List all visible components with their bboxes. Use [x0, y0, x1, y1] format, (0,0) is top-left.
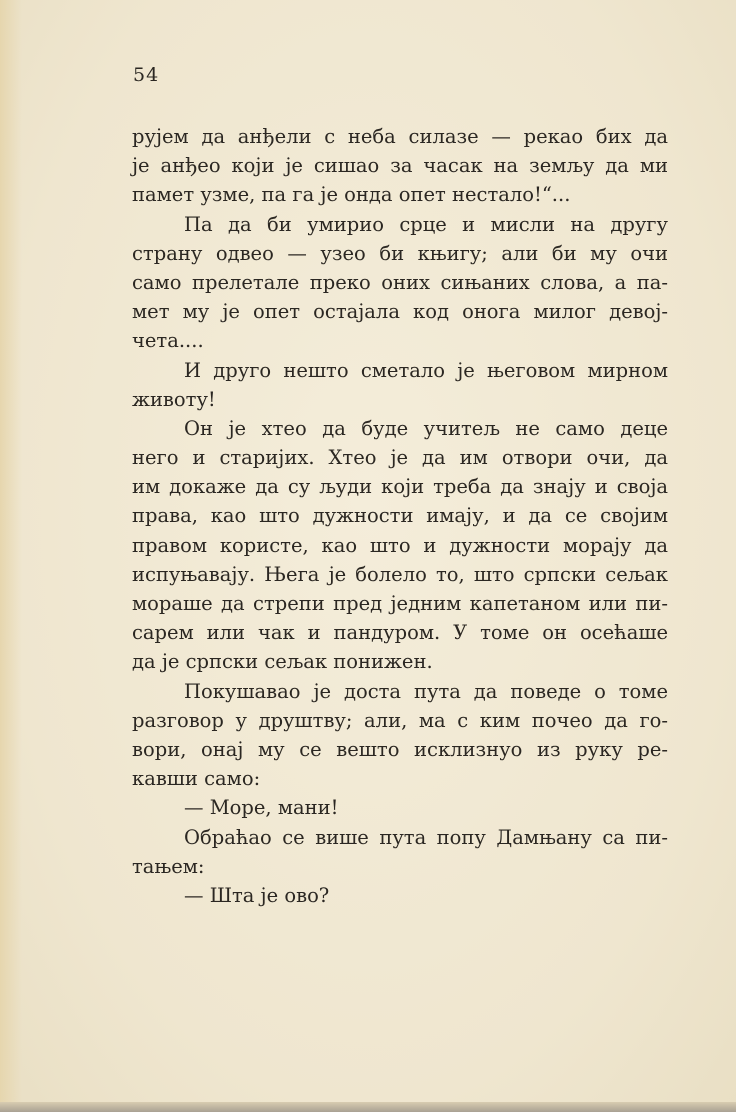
text-line: него и старијих. Хтео је да им отвори очи, да — [132, 446, 668, 470]
text-line: им докаже да су људи који треба да знају и своја — [132, 475, 668, 499]
text-line: Па да би умирио срце и мисли на другу — [184, 212, 668, 236]
text-line: Обраћао се више пута попу Дамњану са пи- — [184, 825, 668, 849]
page-binding-edge — [0, 0, 22, 1112]
text-line: мораше да стрепи пред једним капетаном или пи- — [132, 592, 668, 615]
text-line: сарем или чак и пандуром. У томе он осећаше — [132, 621, 668, 645]
text-line: — Море, мани! — [184, 796, 339, 820]
paragraph — [132, 356, 668, 414]
text-line: памет узме, па га је онда опет нестало!“... — [132, 183, 571, 207]
text-line: И друго нешто сметало је његовом мирном — [184, 358, 668, 382]
text-line: мет му је опет остајала код онога милог девој- — [132, 300, 668, 324]
paragraph — [132, 677, 668, 794]
paragraph — [132, 881, 668, 910]
page-text-body — [132, 122, 668, 910]
text-line: је анђео који је сишао за часак на земљу да ми — [132, 154, 668, 178]
text-line: вори, онај му се вешто исклизнуо из руку ре- — [132, 737, 668, 761]
text-line: Покушавао је доста пута да поведе о томе — [184, 679, 668, 703]
paragraph — [132, 210, 668, 356]
text-line: да је српски сељак понижен. — [132, 650, 433, 674]
text-line: — Шта је ово? — [184, 883, 330, 907]
text-line: кавши само: — [132, 767, 261, 791]
text-line: разговор у друштву; али, ма с ким почео да го- — [132, 708, 668, 732]
text-line: права, као што дужности имају, и да се својим — [132, 504, 668, 528]
paragraph — [132, 122, 668, 210]
page-number: 54 — [133, 64, 160, 86]
paragraph — [132, 414, 668, 677]
text-line: рујем да анђели с неба силазе — рекао бих да — [132, 125, 668, 148]
page-bottom-edge — [0, 1102, 736, 1112]
text-line: Он је хтео да буде учитељ не само деце — [184, 416, 668, 440]
text-line: животу! — [132, 387, 216, 411]
text-line: тањем: — [132, 854, 205, 878]
paragraph — [132, 793, 668, 822]
text-line: чета.... — [132, 329, 204, 353]
text-line: правом користе, као што и дужности морају да — [132, 533, 668, 557]
text-line: страну одвео — узео би књигу; али би му очи — [132, 241, 668, 265]
paragraph — [132, 823, 668, 881]
text-line: испуњавају. Њега је болело то, што српски сељак — [132, 562, 668, 586]
text-line: само прелетале преко оних сињаних слова, а па- — [132, 270, 668, 294]
